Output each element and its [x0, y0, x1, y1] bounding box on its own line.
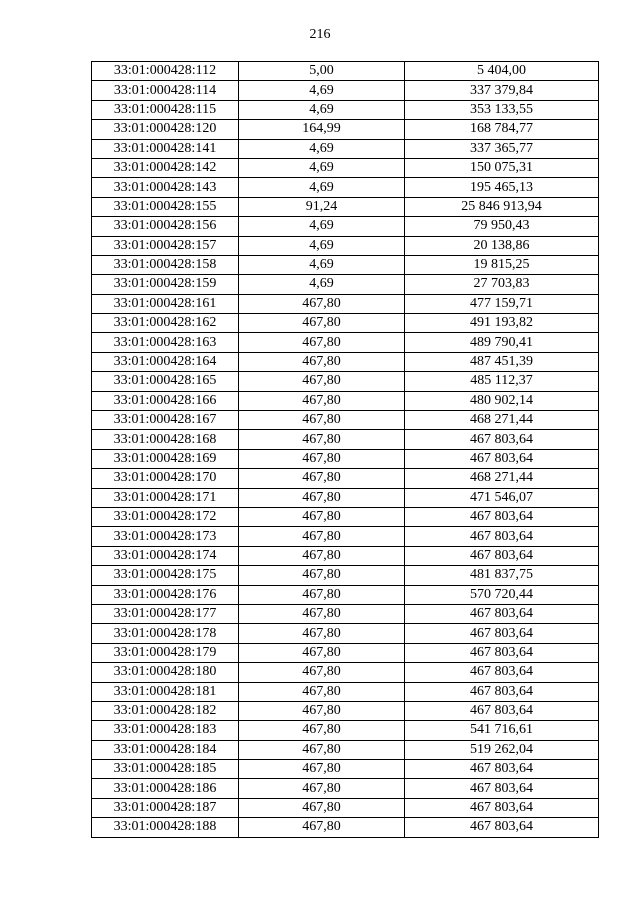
table-row: [92, 139, 599, 158]
table-row: [92, 120, 599, 139]
table-row: [92, 624, 599, 643]
table-row: [92, 314, 599, 333]
value-cell: 467 803,64: [405, 760, 599, 779]
cadastral-number-cell: 33:01:000428:173: [92, 527, 239, 546]
value-cell: 467 803,64: [405, 604, 599, 623]
value-cell: 468 271,44: [405, 469, 599, 488]
area-cell: 467,80: [239, 430, 405, 449]
value-cell: 467 803,64: [405, 779, 599, 798]
cadastral-number-cell: 33:01:000428:120: [92, 120, 239, 139]
table-row: [92, 275, 599, 294]
cadastral-number-cell: 33:01:000428:170: [92, 469, 239, 488]
area-cell: 467,80: [239, 604, 405, 623]
table-row: [92, 643, 599, 662]
value-cell: 485 112,37: [405, 372, 599, 391]
area-cell: 467,80: [239, 779, 405, 798]
cadastral-number-cell: 33:01:000428:115: [92, 100, 239, 119]
table-row: [92, 372, 599, 391]
table-row: [92, 760, 599, 779]
area-cell: 467,80: [239, 701, 405, 720]
cadastral-number-cell: 33:01:000428:155: [92, 197, 239, 216]
value-cell: 467 803,64: [405, 624, 599, 643]
table-row: [92, 721, 599, 740]
cadastral-number-cell: 33:01:000428:156: [92, 217, 239, 236]
cadastral-number-cell: 33:01:000428:167: [92, 411, 239, 430]
value-cell: 467 803,64: [405, 527, 599, 546]
value-cell: 570 720,44: [405, 585, 599, 604]
table-row: [92, 527, 599, 546]
table-row: [92, 566, 599, 585]
value-cell: 467 803,64: [405, 663, 599, 682]
table-row: [92, 255, 599, 274]
table-row: [92, 294, 599, 313]
table-row: [92, 818, 599, 837]
cadastral-number-cell: 33:01:000428:169: [92, 449, 239, 468]
area-cell: 467,80: [239, 721, 405, 740]
value-cell: 480 902,14: [405, 391, 599, 410]
value-cell: 467 803,64: [405, 682, 599, 701]
cadastral-number-cell: 33:01:000428:171: [92, 488, 239, 507]
value-cell: 477 159,71: [405, 294, 599, 313]
value-cell: 5 404,00: [405, 62, 599, 81]
value-cell: 337 365,77: [405, 139, 599, 158]
value-cell: 27 703,83: [405, 275, 599, 294]
table-row: [92, 158, 599, 177]
area-cell: 4,69: [239, 255, 405, 274]
value-cell: 195 465,13: [405, 178, 599, 197]
area-cell: 4,69: [239, 139, 405, 158]
area-cell: 467,80: [239, 294, 405, 313]
cadastral-number-cell: 33:01:000428:185: [92, 760, 239, 779]
table-row: [92, 604, 599, 623]
area-cell: 467,80: [239, 372, 405, 391]
area-cell: 467,80: [239, 527, 405, 546]
area-cell: 467,80: [239, 818, 405, 837]
cadastral-number-cell: 33:01:000428:114: [92, 81, 239, 100]
cadastral-number-cell: 33:01:000428:168: [92, 430, 239, 449]
table-row: [92, 411, 599, 430]
table-row: [92, 352, 599, 371]
table-row: [92, 798, 599, 817]
area-cell: 4,69: [239, 81, 405, 100]
value-cell: 491 193,82: [405, 314, 599, 333]
area-cell: 467,80: [239, 411, 405, 430]
cadastral-number-cell: 33:01:000428:141: [92, 139, 239, 158]
area-cell: 467,80: [239, 798, 405, 817]
value-cell: 20 138,86: [405, 236, 599, 255]
area-cell: 467,80: [239, 333, 405, 352]
cadastral-number-cell: 33:01:000428:174: [92, 546, 239, 565]
value-cell: 467 803,64: [405, 798, 599, 817]
table-row: [92, 682, 599, 701]
value-cell: 168 784,77: [405, 120, 599, 139]
table-row: [92, 663, 599, 682]
area-cell: 467,80: [239, 566, 405, 585]
cadastral-number-cell: 33:01:000428:157: [92, 236, 239, 255]
area-cell: 467,80: [239, 314, 405, 333]
cadastral-number-cell: 33:01:000428:178: [92, 624, 239, 643]
area-cell: 467,80: [239, 760, 405, 779]
value-cell: 467 803,64: [405, 701, 599, 720]
table-row: [92, 546, 599, 565]
cadastral-number-cell: 33:01:000428:182: [92, 701, 239, 720]
value-cell: 19 815,25: [405, 255, 599, 274]
cadastral-number-cell: 33:01:000428:187: [92, 798, 239, 817]
area-cell: 467,80: [239, 469, 405, 488]
value-cell: 541 716,61: [405, 721, 599, 740]
cadastral-number-cell: 33:01:000428:162: [92, 314, 239, 333]
cadastral-number-cell: 33:01:000428:176: [92, 585, 239, 604]
cadastral-number-cell: 33:01:000428:158: [92, 255, 239, 274]
area-cell: 5,00: [239, 62, 405, 81]
area-cell: 4,69: [239, 275, 405, 294]
area-cell: 467,80: [239, 740, 405, 759]
table-row: [92, 779, 599, 798]
table-row: [92, 333, 599, 352]
value-cell: 25 846 913,94: [405, 197, 599, 216]
cadastral-number-cell: 33:01:000428:180: [92, 663, 239, 682]
cadastral-number-cell: 33:01:000428:165: [92, 372, 239, 391]
table-row: [92, 469, 599, 488]
cadastral-number-cell: 33:01:000428:112: [92, 62, 239, 81]
value-cell: 337 379,84: [405, 81, 599, 100]
cadastral-number-cell: 33:01:000428:172: [92, 507, 239, 526]
cadastral-number-cell: 33:01:000428:175: [92, 566, 239, 585]
table-row: [92, 449, 599, 468]
area-cell: 467,80: [239, 585, 405, 604]
area-cell: 467,80: [239, 488, 405, 507]
value-cell: 467 803,64: [405, 449, 599, 468]
value-cell: 353 133,55: [405, 100, 599, 119]
table-row: [92, 740, 599, 759]
cadastral-number-cell: 33:01:000428:164: [92, 352, 239, 371]
area-cell: 467,80: [239, 643, 405, 662]
table-row: [92, 430, 599, 449]
table-row: [92, 585, 599, 604]
area-cell: 467,80: [239, 352, 405, 371]
value-cell: 468 271,44: [405, 411, 599, 430]
value-cell: 489 790,41: [405, 333, 599, 352]
value-cell: 150 075,31: [405, 158, 599, 177]
area-cell: 467,80: [239, 624, 405, 643]
cadastral-number-cell: 33:01:000428:166: [92, 391, 239, 410]
area-cell: 467,80: [239, 449, 405, 468]
area-cell: 467,80: [239, 546, 405, 565]
cadastral-number-cell: 33:01:000428:179: [92, 643, 239, 662]
value-cell: 519 262,04: [405, 740, 599, 759]
cadastral-number-cell: 33:01:000428:184: [92, 740, 239, 759]
cadastral-number-cell: 33:01:000428:186: [92, 779, 239, 798]
cadastral-number-cell: 33:01:000428:142: [92, 158, 239, 177]
area-cell: 4,69: [239, 158, 405, 177]
cadastral-number-cell: 33:01:000428:181: [92, 682, 239, 701]
table-row: [92, 488, 599, 507]
cadastral-number-cell: 33:01:000428:161: [92, 294, 239, 313]
value-cell: 467 803,64: [405, 507, 599, 526]
value-cell: 467 803,64: [405, 430, 599, 449]
table-row: [92, 391, 599, 410]
table-row: [92, 217, 599, 236]
area-cell: 4,69: [239, 236, 405, 255]
area-cell: 4,69: [239, 178, 405, 197]
value-cell: 467 803,64: [405, 818, 599, 837]
value-cell: 467 803,64: [405, 546, 599, 565]
value-cell: 79 950,43: [405, 217, 599, 236]
cadastral-number-cell: 33:01:000428:183: [92, 721, 239, 740]
table-row: [92, 701, 599, 720]
table-row: [92, 507, 599, 526]
cadastral-table: [91, 61, 599, 838]
cadastral-number-cell: 33:01:000428:177: [92, 604, 239, 623]
area-cell: 467,80: [239, 682, 405, 701]
table-row: [92, 178, 599, 197]
table-row: [92, 81, 599, 100]
cadastral-number-cell: 33:01:000428:143: [92, 178, 239, 197]
table-row: [92, 100, 599, 119]
value-cell: 467 803,64: [405, 643, 599, 662]
area-cell: 91,24: [239, 197, 405, 216]
table-row: [92, 197, 599, 216]
table-row: [92, 236, 599, 255]
area-cell: 4,69: [239, 100, 405, 119]
area-cell: 467,80: [239, 663, 405, 682]
value-cell: 471 546,07: [405, 488, 599, 507]
cadastral-number-cell: 33:01:000428:159: [92, 275, 239, 294]
value-cell: 481 837,75: [405, 566, 599, 585]
table-row: [92, 62, 599, 81]
page-number: 216: [309, 27, 331, 42]
area-cell: 467,80: [239, 507, 405, 526]
table-body: [92, 62, 599, 838]
area-cell: 467,80: [239, 391, 405, 410]
cadastral-number-cell: 33:01:000428:188: [92, 818, 239, 837]
cadastral-number-cell: 33:01:000428:163: [92, 333, 239, 352]
area-cell: 4,69: [239, 217, 405, 236]
value-cell: 487 451,39: [405, 352, 599, 371]
area-cell: 164,99: [239, 120, 405, 139]
